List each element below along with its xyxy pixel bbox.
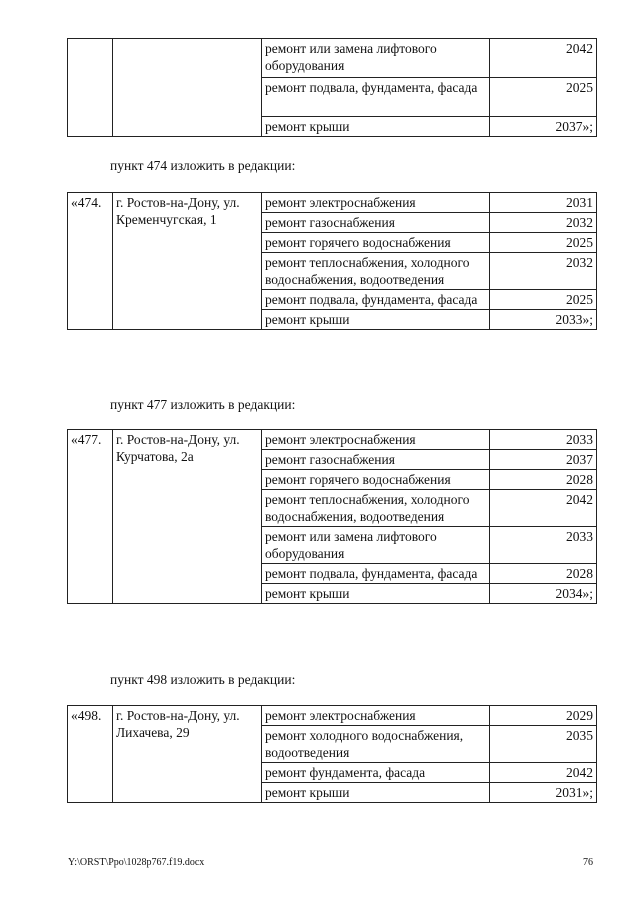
work-type-cell: ремонт крыши: [262, 117, 490, 137]
year-cell: 2031: [490, 193, 597, 213]
item-number-cell: «498.: [68, 706, 113, 803]
work-type-cell: ремонт электроснабжения: [262, 430, 490, 450]
footer-page-number: 76: [583, 857, 593, 868]
work-type-cell: ремонт теплоснабжения, холодного водоснабжения, водоотведения: [262, 253, 490, 290]
item-number-cell: «474.: [68, 193, 113, 330]
item-number-cell: [68, 39, 113, 137]
year-cell: 2035: [490, 726, 597, 763]
footer-file-path: Y:\ORST\Ppo\1028p767.f19.docx: [68, 857, 205, 868]
work-type-cell: ремонт подвала, фундамента, фасада: [262, 290, 490, 310]
work-type-cell: ремонт газоснабжения: [262, 450, 490, 470]
work-type-cell: ремонт крыши: [262, 584, 490, 604]
item-number-cell: «477.: [68, 430, 113, 604]
work-type-cell: ремонт горячего водоснабжения: [262, 233, 490, 253]
work-type-cell: ремонт холодного водоснабжения, водоотведения: [262, 726, 490, 763]
work-type-cell: ремонт крыши: [262, 783, 490, 803]
work-type-cell: ремонт крыши: [262, 310, 490, 330]
year-cell: 2025: [490, 290, 597, 310]
year-cell: 2033: [490, 430, 597, 450]
year-cell: 2028: [490, 470, 597, 490]
year-cell: 2031»;: [490, 783, 597, 803]
amendment-paragraph: пункт 498 изложить в редакции:: [110, 672, 296, 687]
address-cell: г. Ростов-на-Дону, ул. Кременчугская, 1: [113, 193, 262, 330]
year-cell: 2042: [490, 763, 597, 783]
continuation-table: [67, 38, 597, 137]
address-cell: г. Ростов-на-Дону, ул. Лихачева, 29: [113, 706, 262, 803]
year-cell: 2034»;: [490, 584, 597, 604]
year-cell: 2029: [490, 706, 597, 726]
year-cell: 2025: [490, 78, 597, 117]
work-type-cell: ремонт газоснабжения: [262, 213, 490, 233]
amendment-paragraph: пункт 474 изложить в редакции:: [110, 158, 296, 173]
table-row: [68, 430, 597, 450]
work-type-cell: ремонт фундамента, фасада: [262, 763, 490, 783]
address-cell: [113, 39, 262, 137]
year-cell: 2033: [490, 527, 597, 564]
year-cell: 2032: [490, 213, 597, 233]
work-type-cell: ремонт или замена лифтового оборудования: [262, 39, 490, 78]
item-477-table: [67, 429, 597, 604]
work-type-cell: ремонт электроснабжения: [262, 706, 490, 726]
table-row: [68, 39, 597, 78]
year-cell: 2037»;: [490, 117, 597, 137]
amendment-paragraph: пункт 477 изложить в редакции:: [110, 397, 296, 412]
item-474-table: [67, 192, 597, 330]
table-row: [68, 706, 597, 726]
work-type-cell: ремонт подвала, фундамента, фасада: [262, 78, 490, 117]
item-498-table: [67, 705, 597, 803]
work-type-cell: ремонт горячего водоснабжения: [262, 470, 490, 490]
year-cell: 2037: [490, 450, 597, 470]
year-cell: 2028: [490, 564, 597, 584]
year-cell: 2025: [490, 233, 597, 253]
year-cell: 2033»;: [490, 310, 597, 330]
table-row: [68, 193, 597, 213]
year-cell: 2032: [490, 253, 597, 290]
year-cell: 2042: [490, 490, 597, 527]
year-cell: 2042: [490, 39, 597, 78]
address-cell: г. Ростов-на-Дону, ул. Курчатова, 2а: [113, 430, 262, 604]
work-type-cell: ремонт теплоснабжения, холодного водоснабжения, водоотведения: [262, 490, 490, 527]
work-type-cell: ремонт или замена лифтового оборудования: [262, 527, 490, 564]
work-type-cell: ремонт электроснабжения: [262, 193, 490, 213]
work-type-cell: ремонт подвала, фундамента, фасада: [262, 564, 490, 584]
